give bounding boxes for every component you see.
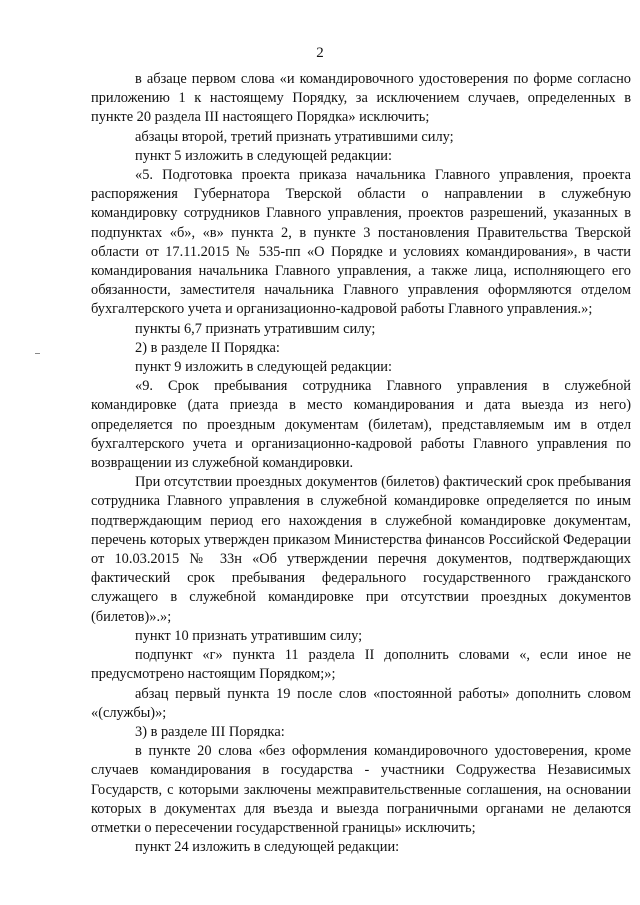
paragraph: пункты 6,7 признать утратившим силу;	[135, 320, 376, 337]
paragraph: 2) в разделе II Порядка:	[135, 339, 280, 356]
paragraph: 3) в разделе III Порядка:	[135, 723, 285, 740]
paragraph: пункт 10 признать утратившим силу;	[135, 627, 363, 644]
paragraph: пункт 9 изложить в следующей редакции:	[135, 359, 392, 376]
paragraph: При отсутствии проездных документов (билетов) фактический срок пребывания сотрудника Главного управления в служебной командировке определяется по иным подтверждающим период его нахождения в служебной командировке документам, перечень которых утвержден приказом Министерства финансов Российской Федерации от 10.03.2015 № 33н «Об утверждении перечня документов, подтверждающих фактический срок пребывания федерального государственного гражданского служащего в служебной командировке при отсутствии проездных документов (билетов)».»;	[91, 474, 631, 625]
paragraph: пункт 24 изложить в следующей редакции:	[135, 839, 400, 856]
paragraph: «9. Срок пребывания сотрудника Главного управления в служебной командировке (дата приезда в место командирования и дата выезда из него) определяется по проездным документам (билетам), представляемым им в отдел бухгалтерского учета и организационно-кадровой работы Главного управления по возвращении из служебной командировки.	[91, 378, 631, 472]
paragraph: «5. Подготовка проекта приказа начальника Главного управления, проекта распоряжения Губернатора Тверской области о направлении в служебную командировку сотрудников Главного управления, проектов разрешений, указанных в подпунктах «б», «в» пункта 2, в пункте 3 постановления Правительства Тверской области от 17.11.2015 № 535-пп «О Порядке и условиях командирования», в части командирования начальника Главного управления, а также лица, исполняющего его обязанности, заместителя начальника Главного управления оформляются отделом бухгалтерского учета и организационно-кадровой работы Главного управления.»;	[91, 167, 631, 318]
paragraph: в пункте 20 слова «без оформления командировочного удостоверения, кроме случаев командирования в государства - участники Содружества Независимых Государств, с которыми заключены межправительственные соглашения, на основании которых в документах для въезда и выезда пограничными органами не делаются отметки о пересечении государственной границы» исключить;	[91, 743, 631, 836]
paragraph: абзац первый пункта 19 после слов «постоянной работы» дополнить словом «(службы)»;	[91, 685, 631, 721]
paragraph: абзацы второй, третий признать утратившими силу;	[135, 128, 454, 145]
paragraph: пункт 5 изложить в следующей редакции:	[135, 147, 392, 164]
margin-mark	[35, 353, 40, 354]
document-body	[91, 70, 631, 857]
paragraph: в абзаце первом слова «и командировочного удостоверения по форме согласно приложению 1 к настоящему Порядку, за исключением случаев, определенных в пункте 20 раздела III настоящего Порядка» исключить;	[91, 71, 631, 126]
paragraph: подпункт «г» пункта 11 раздела II дополнить словами «, если иное не предусмотрено настоящим Порядком;»;	[91, 647, 631, 683]
page-number: 2	[316, 45, 324, 61]
